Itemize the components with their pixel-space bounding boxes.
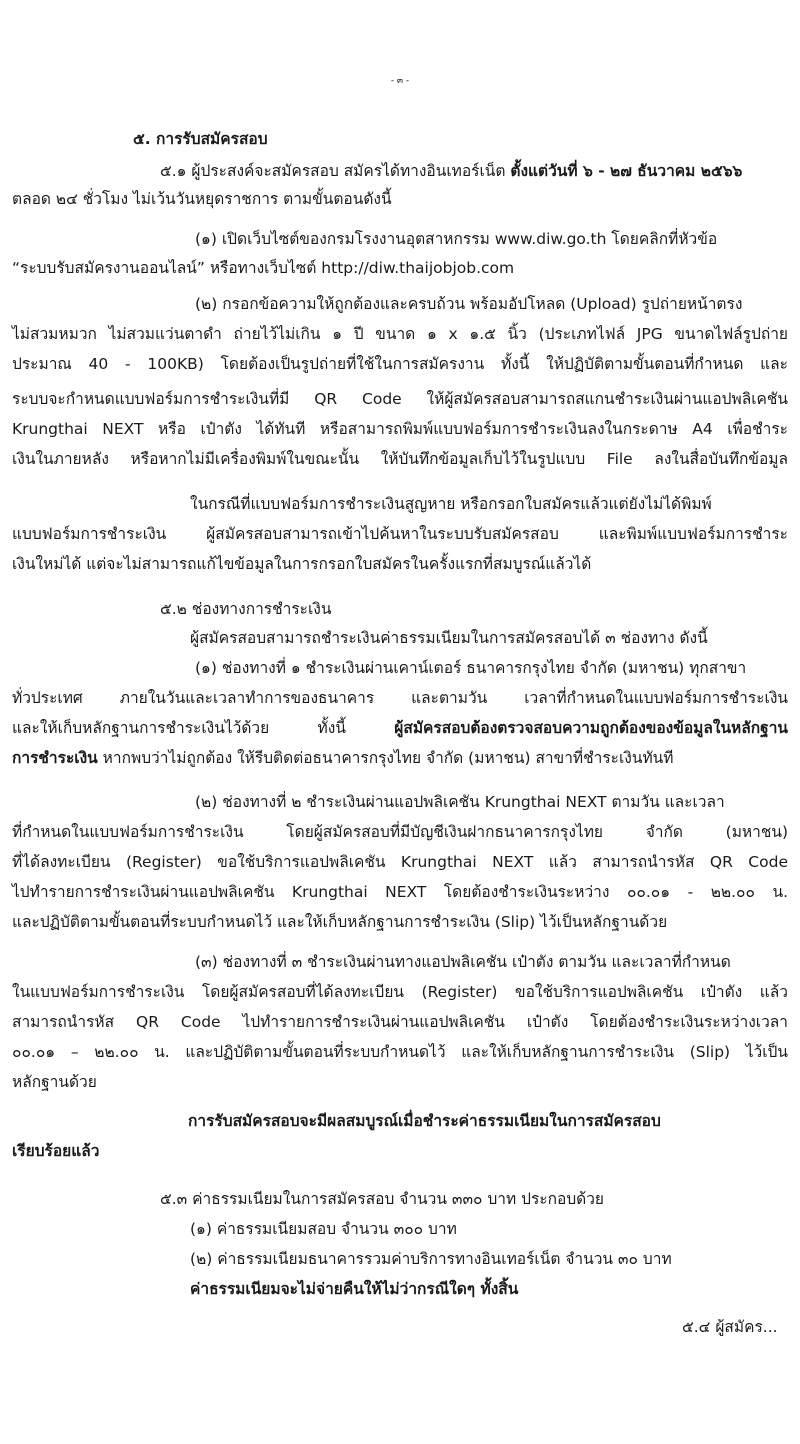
- s52-ch1-line2: ทั่วประเทศ ภายในวันและเวลาทำการของธนาคาร และตามวัน เวลาที่กำหนดในแบบฟอร์มการชำระเงิน: [12, 689, 788, 707]
- s51-item1-line1: (๑) เปิดเว็บไซต์ของกรมโรงงานอุตสาหกรรม www.diw.go.th โดยคลิกที่หัวข้อ: [195, 230, 718, 248]
- s51-item2-line2: ไม่สวมหมวก ไม่สวมแว่นตาดำ ถ่ายไว้ไม่เกิน ๑ ปี ขนาด ๑ x ๑.๕ นิ้ว (ประเภทไฟล์ JPG ขนาดไฟล์รูปถ่าย: [12, 325, 788, 343]
- s52-complete-line1: การรับสมัครสอบจะมีผลสมบูรณ์เมื่อชำระค่าธรรมเนียมในการสมัครสอบ: [188, 1112, 661, 1130]
- s52-ch3-line5: หลักฐานด้วย: [12, 1073, 97, 1091]
- s51-line1: [160, 160, 742, 182]
- s53-fee2: (๒) ค่าธรรมเนียมธนาคารรวมค่าบริการทางอินเทอร์เน็ต จำนวน ๓๐ บาท: [190, 1250, 672, 1268]
- s51-lost-line3: เงินใหม่ได้ แต่จะไม่สามารถแก้ไขข้อมูลในการกรอกใบสมัครในครั้งแรกที่สมบูรณ์แล้วได้: [12, 555, 592, 573]
- s51-item1-line2: “ระบบรับสมัครงานออนไลน์” หรือทางเว็บไซต์ http://diw.thaijobjob.com: [12, 259, 515, 277]
- s52-ch3-line4: ๐๐.๐๑ – ๒๒.๐๐ น. และปฏิบัติตามขั้นตอนที่ระบบกำหนดไว้ และให้เก็บหลักฐานการชำระเงิน (Slip) ไว้เป็น: [12, 1043, 788, 1061]
- s53-fee1: (๑) ค่าธรรมเนียมสอบ จำนวน ๓๐๐ บาท: [190, 1220, 457, 1238]
- s51-item2-line5: Krungthai NEXT หรือ เป๋าตัง ได้ทันที หรือสามารถพิมพ์แบบฟอร์มการชำระเงินลงในกระดาษ A4 เพื่อชำระ: [12, 420, 788, 438]
- s52-ch2-line1: (๒) ช่องทางที่ ๒ ชำระเงินผ่านแอปพลิเคชัน Krungthai NEXT ตามวัน และเวลา: [195, 793, 725, 811]
- s52-complete-line2: เรียบร้อยแล้ว: [12, 1142, 100, 1160]
- continuation-note: ๕.๔ ผู้สมัคร...: [682, 1318, 778, 1336]
- s51-dates: ตั้งแต่วันที่ ๖ - ๒๗ ธันวาคม ๒๕๖๖: [510, 162, 743, 180]
- s51-lost-line2: แบบฟอร์มการชำระเงิน ผู้สมัครสอบสามารถเข้าไปค้นหาในระบบรับสมัครสอบ และพิมพ์แบบฟอร์มการชำระ: [12, 525, 788, 543]
- s52-ch3-line2: ในแบบฟอร์มการชำระเงิน โดยผู้สมัครสอบที่ได้ลงทะเบียน (Register) ขอใช้บริการแอปพลิเคชัน เป๋าตัง แล้ว: [12, 983, 788, 1001]
- s52-ch2-line3: ที่ได้ลงทะเบียน (Register) ขอใช้บริการแอปพลิเคชัน Krungthai NEXT แล้ว สามารถนำรหัส QR Code: [12, 853, 788, 871]
- s51-item2-line4: ระบบจะกำหนดแบบฟอร์มการชำระเงินที่มี QR Code ให้ผู้สมัครสอบสามารถสแกนชำระเงินผ่านแอปพลิเคชัน: [12, 390, 788, 408]
- section-heading: ๕. การรับสมัครสอบ: [133, 130, 268, 148]
- s51-line2: ตลอด ๒๔ ชั่วโมง ไม่เว้นวันหยุดราชการ ตามขั้นตอนดังนี้: [12, 190, 392, 208]
- s52-ch1-line4: [12, 747, 674, 769]
- s52-title: ๕.๒ ช่องทางการชำระเงิน: [160, 600, 332, 618]
- s52-ch2-line2: ที่กำหนดในแบบฟอร์มการชำระเงิน โดยผู้สมัครสอบที่มีบัญชีเงินฝากธนาคารกรุงไทย จำกัด (มหาชน): [12, 823, 788, 841]
- s51-item2-line6: เงินในภายหลัง หรือหากไม่มีเครื่องพิมพ์ในขณะนั้น ให้บันทึกข้อมูลเก็บไว้ในรูปแบบ File ลงในสื่อบันทึกข้อมูล: [12, 450, 788, 468]
- s52-ch2-line4: ไปทำรายการชำระเงินผ่านแอปพลิเคชัน Krungthai NEXT โดยต้องชำระเงินระหว่าง ๐๐.๐๑ - ๒๒.๐๐ น.: [12, 883, 788, 901]
- s52-ch3-line3: สามารถนำรหัส QR Code ไปทำรายการชำระเงินผ่านแอปพลิเคชัน เป๋าตัง โดยต้องชำระเงินระหว่างเวลา: [12, 1013, 788, 1031]
- s51-lost-line1: ในกรณีที่แบบฟอร์มการชำระเงินสูญหาย หรือกรอกใบสมัครแล้วแต่ยังไม่ได้พิมพ์: [190, 495, 712, 513]
- s53-no-refund: ค่าธรรมเนียมจะไม่จ่ายคืนให้ไม่ว่ากรณีใดๆ ทั้งสิ้น: [190, 1280, 519, 1298]
- s52-ch3-line1: (๓) ช่องทางที่ ๓ ชำระเงินผ่านทางแอปพลิเคชัน เป๋าตัง ตามวัน และเวลาที่กำหนด: [195, 953, 731, 971]
- s52-ch1-warning: ผู้สมัครสอบต้องตรวจสอบความถูกต้องของข้อมูลในหลักฐาน: [394, 719, 788, 737]
- s53-title: ๕.๓ ค่าธรรมเนียมในการสมัครสอบ จำนวน ๓๓๐ บาท ประกอบด้วย: [160, 1190, 605, 1208]
- s51-item2-line1: (๒) กรอกข้อความให้ถูกต้องและครบถ้วน พร้อมอัปโหลด (Upload) รูปถ่ายหน้าตรง: [195, 295, 743, 313]
- s51-line1-text: ๕.๑ ผู้ประสงค์จะสมัครสอบ สมัครได้ทางอินเทอร์เน็ต: [160, 162, 511, 180]
- s52-intro: ผู้สมัครสอบสามารถชำระเงินค่าธรรมเนียมในการสมัครสอบได้ ๓ ช่องทาง ดังนี้: [190, 629, 708, 647]
- s52-ch1-line3-text: และให้เก็บหลักฐานการชำระเงินไว้ด้วย ทั้งนี้: [12, 719, 395, 737]
- s52-ch2-line5: และปฏิบัติตามขั้นตอนที่ระบบกำหนดไว้ และให้เก็บหลักฐานการชำระเงิน (Slip) ไว้เป็นหลักฐานด้วย: [12, 913, 668, 931]
- s52-ch1-warning-end: การชำระเงิน: [12, 749, 98, 767]
- s52-ch1-line3: [12, 717, 788, 739]
- s52-ch1-line1: (๑) ช่องทางที่ ๑ ชำระเงินผ่านเคาน์เตอร์ ธนาคารกรุงไทย จำกัด (มหาชน) ทุกสาขา: [195, 659, 747, 677]
- page-number: - ๓ -: [390, 76, 410, 86]
- s51-item2-line3: ประมาณ 40 - 100KB) โดยต้องเป็นรูปถ่ายที่ใช้ในการสมัครงาน ทั้งนี้ ให้ปฏิบัติตามขั้นตอนที่กำหนด และ: [12, 355, 788, 373]
- s52-ch1-line4-text: หากพบว่าไม่ถูกต้อง ให้รีบติดต่อธนาคารกรุงไทย จำกัด (มหาชน) สาขาที่ชำระเงินทันที: [97, 749, 674, 767]
